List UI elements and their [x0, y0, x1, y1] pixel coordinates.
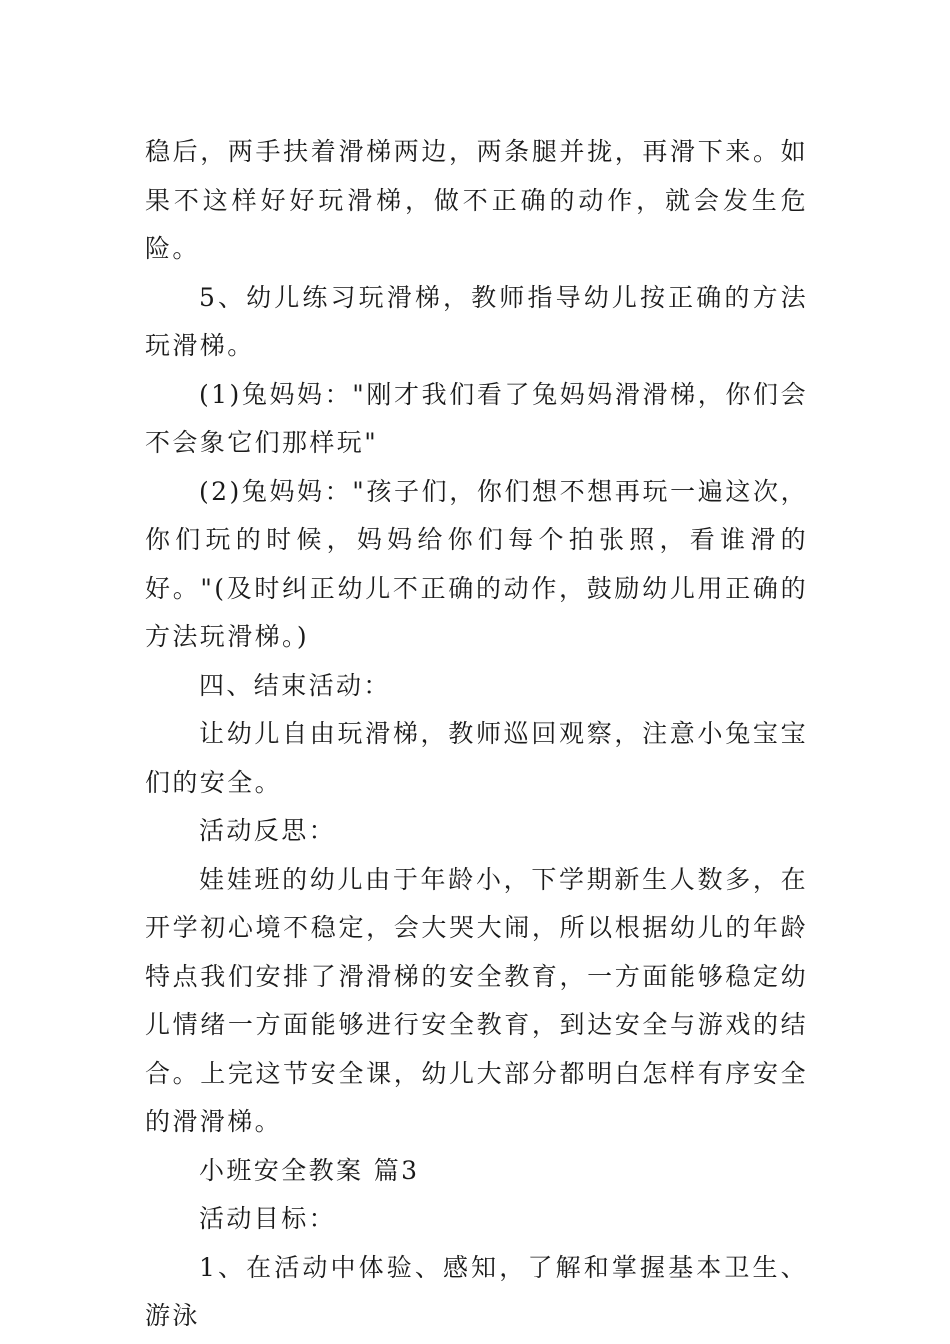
paragraph-step-5-2: (2)兔妈妈："孩子们，你们想不想再玩一遍这次，你们玩的时候，妈妈给你们每个拍张照，看谁滑的好。"(及时纠正幼儿不正确的动作，鼓励幼儿用正确的方法玩滑梯。): [145, 476, 808, 651]
paragraph-reflection: 娃娃班的幼儿由于年龄小，下学期新生人数多，在开学初心境不稳定，会大哭大闹，所以根据幼儿的年龄特点我们安排了滑滑梯的安全教育，一方面能够稳定幼儿情绪一方面能够进行安全教育，到达安全与游戏的结合。上完这节安全课，幼儿大部分都明白怎样有序安全的滑滑梯。: [145, 864, 808, 1136]
paragraph-end-activity: 让幼儿自由玩滑梯，教师巡回观察，注意小兔宝宝们的安全。: [145, 719, 808, 797]
heading-objectives: 活动目标：: [199, 1204, 337, 1233]
heading-lesson-3: 小班安全教案 篇3: [199, 1155, 420, 1185]
heading-end-activity: 四、结束活动：: [199, 670, 391, 700]
document-body: [145, 128, 808, 1341]
paragraph-objective-1: 1、在活动中体验、感知，了解和掌握基本卫生、游泳: [145, 1252, 808, 1330]
paragraph-continuation: 稳后，两手扶着滑梯两边，两条腿并拢，再滑下来。如果不这样好好玩滑梯，做不正确的动作，就会发生危险。: [145, 137, 808, 263]
paragraph-step-5-1: (1)兔妈妈："刚才我们看了兔妈妈滑滑梯，你们会不会象它们那样玩": [145, 379, 808, 457]
heading-reflection: 活动反思：: [199, 816, 337, 845]
paragraph-step-5: 5、幼儿练习玩滑梯，教师指导幼儿按正确的方法玩滑梯。: [145, 282, 808, 360]
